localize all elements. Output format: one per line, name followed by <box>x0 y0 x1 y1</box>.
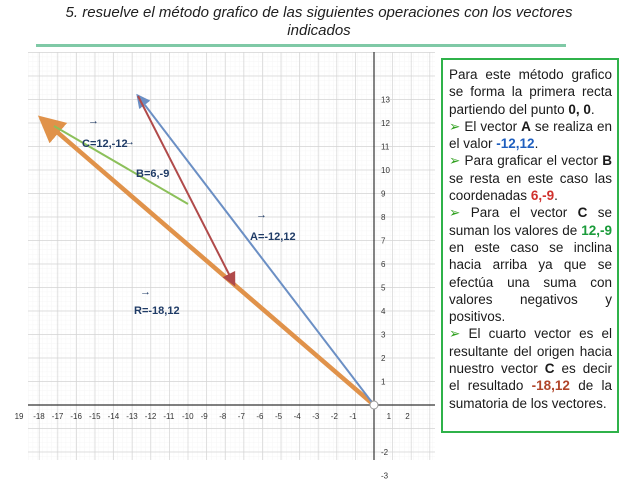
x-tick-label: -14 <box>107 412 120 421</box>
y-tick-label: 6 <box>381 260 386 269</box>
y-tick-label: 12 <box>381 119 390 128</box>
x-tick-label: -17 <box>51 412 64 421</box>
bullet-arrow-icon: ➢ <box>449 326 461 342</box>
bullet-arrow-icon: ➢ <box>449 205 461 221</box>
vector-c-label: C=12,-12 <box>82 138 128 150</box>
x-tick-label: 19 <box>14 412 24 421</box>
explanation-vector-b: ➢ Para graficar el vector B se resta en este caso las coordenadas 6,-9. <box>449 153 612 204</box>
explanation-vector-a: ➢ El vector A se realiza en el valor -12,12. <box>449 118 612 152</box>
bullet-arrow-icon: ➢ <box>449 153 461 169</box>
x-tick-label: -15 <box>89 412 101 421</box>
x-tick-label: -4 <box>293 412 301 421</box>
x-tick-label: -5 <box>275 412 283 421</box>
y-tick-label: 8 <box>381 213 386 222</box>
x-tick-label: 1 <box>386 412 392 421</box>
y-tick-label: 10 <box>381 166 390 175</box>
y-tick-label: -2 <box>381 448 389 457</box>
x-tick-label: -10 <box>182 412 194 421</box>
y-tick-label: 9 <box>381 189 386 199</box>
y-tick-label: 13 <box>381 95 390 105</box>
x-tick-label: -8 <box>219 412 227 421</box>
y-tick-label: 11 <box>381 142 390 152</box>
vector-r-label: R=-18,12 <box>134 305 180 317</box>
explanation-vector-c: ➢ Para el vector C se suman los valores de 12,-9 en este caso se inclina hacia arriba ya que se efectúa una suma con valores negativos y positivos. <box>449 205 612 325</box>
vector-r-arrow: → <box>140 286 151 298</box>
y-tick-label: 2 <box>381 354 386 363</box>
x-tick-label: -9 <box>200 412 208 421</box>
bullet-arrow-icon: ➢ <box>449 118 461 134</box>
vector-graph <box>14 52 435 479</box>
y-tick-label: 5 <box>381 283 386 293</box>
vector-a-label: A=-12,12 <box>250 231 296 243</box>
title-divider <box>36 44 566 47</box>
explanation-resultant: ➢ El cuarto vector es el resultante del origen hacia nuestro vector C es decir el resultado -18,12 de la sumatoria de los vectores. <box>449 326 613 411</box>
x-tick-label: -3 <box>312 412 320 421</box>
explanation-box <box>441 58 619 433</box>
x-tick-label: -6 <box>256 412 264 421</box>
y-tick-label: 3 <box>381 330 386 340</box>
y-tick-label: 7 <box>381 236 386 246</box>
y-tick-label: 1 <box>381 377 386 387</box>
vector-a-arrow: → <box>256 209 267 221</box>
page-title <box>0 4 638 40</box>
explanation-intro: Para este método grafico se forma la primera recta partiendo del punto 0, 0. <box>449 67 612 117</box>
x-tick-label: -2 <box>330 412 338 421</box>
x-tick-label: 2 <box>405 412 410 421</box>
x-tick-label: -13 <box>126 412 138 421</box>
origin-point <box>370 401 378 409</box>
y-tick-label: 4 <box>381 307 386 316</box>
title-line-1: 5. resuelve el método grafico de las siguientes operaciones con los vectores <box>65 4 573 21</box>
x-tick-label: -7 <box>237 412 245 421</box>
x-tick-label: -11 <box>163 412 175 421</box>
y-tick-label: -3 <box>381 471 389 479</box>
vector-b-arrow: → <box>124 136 135 148</box>
x-tick-label: -16 <box>70 412 82 421</box>
vector-c-arrow: → <box>88 115 99 127</box>
vector-b-label: B=6,-9 <box>136 168 170 180</box>
x-tick-label: -18 <box>33 412 45 421</box>
title-line-2: indicados <box>287 22 351 39</box>
x-tick-label: -1 <box>349 412 357 421</box>
x-tick-label: -12 <box>144 412 157 421</box>
